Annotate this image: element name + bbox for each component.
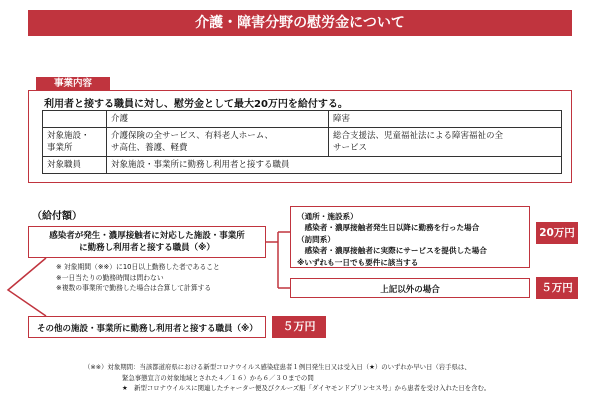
condition-box-service [290, 206, 530, 268]
jigyo-summary: 利用者と接する職員に対し、慰労金として最大20万円を給付する。 [44, 99, 348, 110]
condition-box-else [290, 278, 530, 298]
condition-box-infection [28, 226, 266, 258]
condition-notes [56, 262, 220, 294]
footnote-star: ★ 新型コロナウイルスに関連したチャーター便及びクルーズ船「ダイヤモンドプリンセス号」から患者を受け入れた日を含む。 [122, 384, 491, 392]
note-item: ※ 対象期間（※※）に10日以上勤務した者であること [56, 263, 220, 271]
cell-target-staff: 対象施設・事業所に勤務し利用者と接する職員 [107, 157, 562, 174]
kyufu-heading: （給付額） [32, 211, 82, 222]
cell-shogai-facilities: 総合支援法、児童福祉法による障害福祉の全 サービス [329, 128, 562, 157]
page-title: 介護・障害分野の慰労金について [28, 10, 572, 36]
cell-kaigo-facilities: 介護保険の全サービス、有料老人ホーム、 サ高住、養護、軽費 [107, 128, 329, 157]
col-header-shogai: 障害 [329, 111, 562, 128]
condition-other-text: その他の施設・事業所に勤務し利用者と接する職員（※） [37, 324, 258, 334]
jigyo-section-tab: 事業内容 [36, 77, 110, 90]
note-item: ※複数の事業所で勤務した場合は合算して計算する [56, 284, 212, 292]
note-item: ※一日当たりの勤務時間は問わない [56, 273, 164, 282]
condition-service-text: （通所・施設系） 感染者・濃厚接触者発生日以降に勤務を行った場合 （訪問系） 感染者・濃厚接触者に実際にサービスを提供した場合 ※いずれも一日でも要件に該当する [297, 212, 487, 267]
footnote-period: （※※）対象期間：当該都道府県における新型コロナウイルス感染症患者１例目発生日又は受入日（★）のいずれか早い日（岩手県は、 [84, 363, 471, 371]
footnote-period-cont: 緊急事態宣言の対象地域とされた４／１６）から６／３０までの間 [122, 373, 314, 382]
row-header-staff: 対象職員 [43, 157, 107, 174]
col-header-kaigo: 介護 [107, 111, 329, 128]
condition-box-other [28, 316, 266, 338]
amount-badge-other: ５万円 [272, 316, 326, 338]
row-header-facilities: 対象施設・ 事業所 [43, 128, 107, 157]
amount-badge-max: 20万円 [536, 222, 578, 244]
condition-else-text: 上記以外の場合 [380, 285, 440, 295]
amount-badge-else: ５万円 [536, 277, 578, 299]
footnotes [84, 362, 490, 394]
condition-infection-text: 感染者が発生・濃厚接触者に対応した施設・事業所 に勤務し利用者と接する職員（※） [49, 231, 245, 253]
